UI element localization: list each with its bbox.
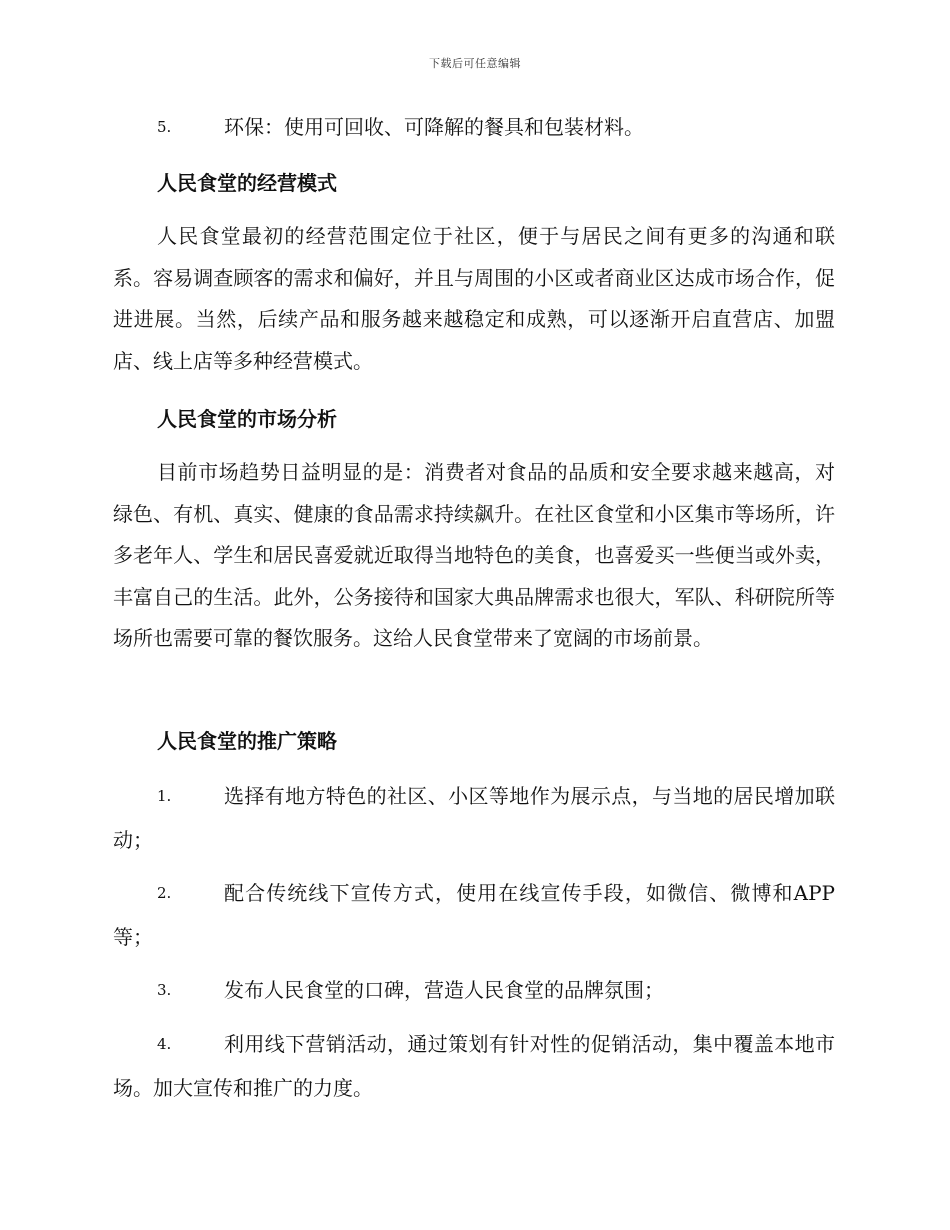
list-text: 环保：使用可回收、可降解的餐具和包装材料。 — [224, 115, 644, 139]
list-text: 发布人民食堂的口碑，营造人民食堂的品牌氛围； — [224, 978, 664, 1002]
list-text: 利用线下营销活动，通过策划有针对性的促销活动，集中覆盖本地市场。加大宣传和推广的力度。 — [113, 1032, 835, 1100]
list-text: 选择有地方特色的社区、小区等地作为展示点，与当地的居民增加联动； — [113, 784, 835, 852]
list-number: 3. — [157, 981, 172, 999]
list-item — [113, 871, 835, 959]
list-item — [113, 774, 835, 862]
section-heading-business-model: 人民食堂的经营模式 — [157, 171, 337, 195]
page-header: 下载后可任意编辑 — [429, 57, 521, 70]
paragraph-market-analysis: 目前市场趋势日益明显的是：消费者对食品的品质和安全要求越来越高，对绿色、有机、真实、健康的食品需求持续飙升。在社区食堂和小区集市等场所，许多老年人、学生和居民喜爱就近取得当地特色的美食，也喜爱买一些便当或外卖，丰富自己的生活。此外，公务接待和国家大典品牌需求也很大，军队、科研院所等场所也需要可靠的餐饮服务。这给人民食堂带来了宽阔的市场前景。 — [113, 460, 835, 651]
list-item — [113, 968, 835, 1012]
list-number: 2. — [157, 884, 172, 902]
list-number: 4. — [157, 1035, 172, 1053]
list-text: 配合传统线下宣传方式，使用在线宣传手段，如微信、微博和APP等； — [113, 881, 835, 949]
list-number: 1. — [157, 787, 172, 805]
list-number: 5. — [157, 118, 172, 136]
paragraph-business-model: 人民食堂最初的经营范围定位于社区，便于与居民之间有更多的沟通和联系。容易调查顾客的需求和偏好，并且与周围的小区或者商业区达成市场合作，促进进展。当然，后续产品和服务越来越稳定和成熟，可以逐渐开启直营店、加盟店、线上店等多种经营模式。 — [113, 224, 835, 373]
list-item — [113, 1022, 835, 1110]
list-item — [113, 105, 835, 149]
section-heading-market-analysis: 人民食堂的市场分析 — [157, 407, 337, 431]
section-heading-promotion: 人民食堂的推广策略 — [157, 729, 337, 753]
